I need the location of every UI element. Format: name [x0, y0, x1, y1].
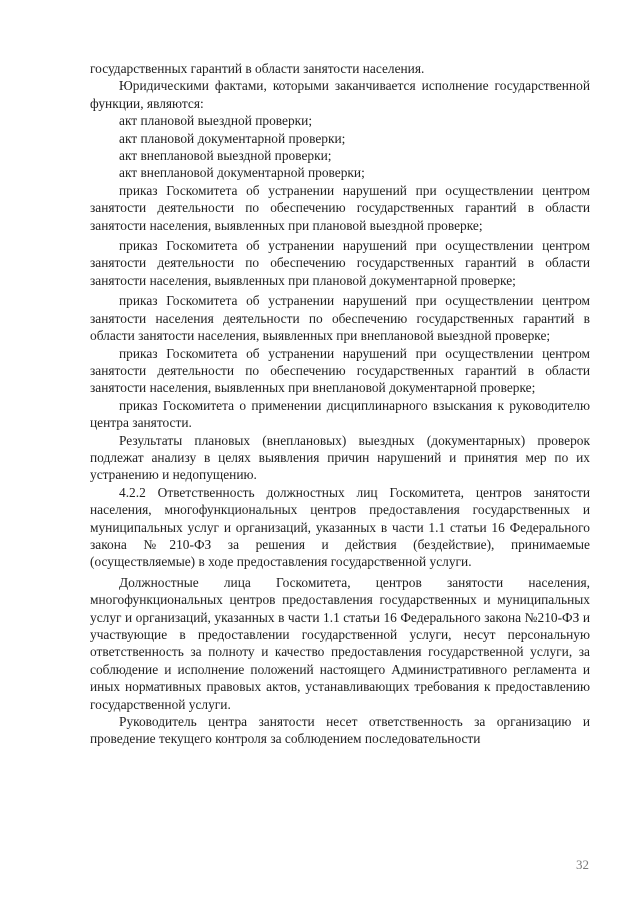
page-number: 32 — [576, 857, 589, 872]
list-item-order-unplanned-documentary: приказ Госкомитета об устранении нарушений при осуществлении центром занятости деятельности по обеспечению государственных гарантий в области занятости населения, выявленных при внеплановой документарной проверке; — [90, 345, 590, 396]
list-item-planned-documentary-act: акт плановой документарной проверки; — [119, 130, 346, 146]
document-body — [90, 60, 590, 748]
list-item-unplanned-documentary-act: акт внеплановой документарной проверки; — [119, 165, 365, 181]
list-item-order-disciplinary: приказ Госкомитета о применении дисциплинарного взыскания к руководителю центра занятости. — [90, 397, 590, 431]
list-item-order-planned-onsite: приказ Госкомитета об устранении нарушений при осуществлении центром занятости деятельности по обеспечению государственных гарантий в области занятости населения, выявленных при плановой выездной проверке; — [90, 182, 590, 233]
paragraph-officials-responsibility: Должностные лица Госкомитета, центров занятости населения, многофункциональных центров предоставления государственных и муниципальных услуг и организаций, указанных в части 1.1 статьи 16 Федерального закона №210-ФЗ и участвующие в предоставлении государственной услуги, несут персональную ответственность за полноту и качество предоставления государственной услуги, за соблюдение и исполнение положений настоящего Административного регламента и иных нормативных правовых актов, устанавливающих требования к предоставлению государственной услуги. — [90, 574, 590, 712]
paragraph-inspection-results: Результаты плановых (внеплановых) выездных (документарных) проверок подлежат анализу в целях выявления причин нарушений и принятия мер по их устранению и недопущению. — [90, 432, 590, 483]
list-item-order-planned-documentary: приказ Госкомитета об устранении нарушений при осуществлении центром занятости деятельности по обеспечению государственных гарантий в области занятости населения, выявленных при плановой документарной проверке; — [90, 238, 590, 288]
paragraph-continuation: государственных гарантий в области занятости населения. — [90, 61, 425, 76]
list-item-order-unplanned-onsite: приказ Госкомитета об устранении нарушений при осуществлении центром занятости населения деятельности по обеспечению государственных гарантий в области занятости населения, выявленных при внеплановой выездной проверке; — [90, 293, 590, 344]
list-item-planned-onsite-act: акт плановой выездной проверки; — [119, 113, 313, 129]
list-item-unplanned-onsite-act: акт внеплановой выездной проверки; — [119, 148, 332, 164]
paragraph-director-responsibility: Руководитель центра занятости несет ответственность за организацию и проведение текущего контроля за соблюдением последовательности — [90, 714, 590, 747]
paragraph-section-4-2-2: 4.2.2 Ответственность должностных лиц Госкомитета, центров занятости населения, многофункциональных центров предоставления государственных и муниципальных услуг и организаций, указанных в части 1.1 статьи 16 Федерального закона №210-ФЗ за решения и действия (бездействие), принимаемые (осуществляемые) в ходе предоставления государственной услуги. — [90, 484, 590, 570]
paragraph-legal-facts: Юридическими фактами, которыми заканчивается исполнение государственной функции, являются: — [90, 78, 590, 111]
